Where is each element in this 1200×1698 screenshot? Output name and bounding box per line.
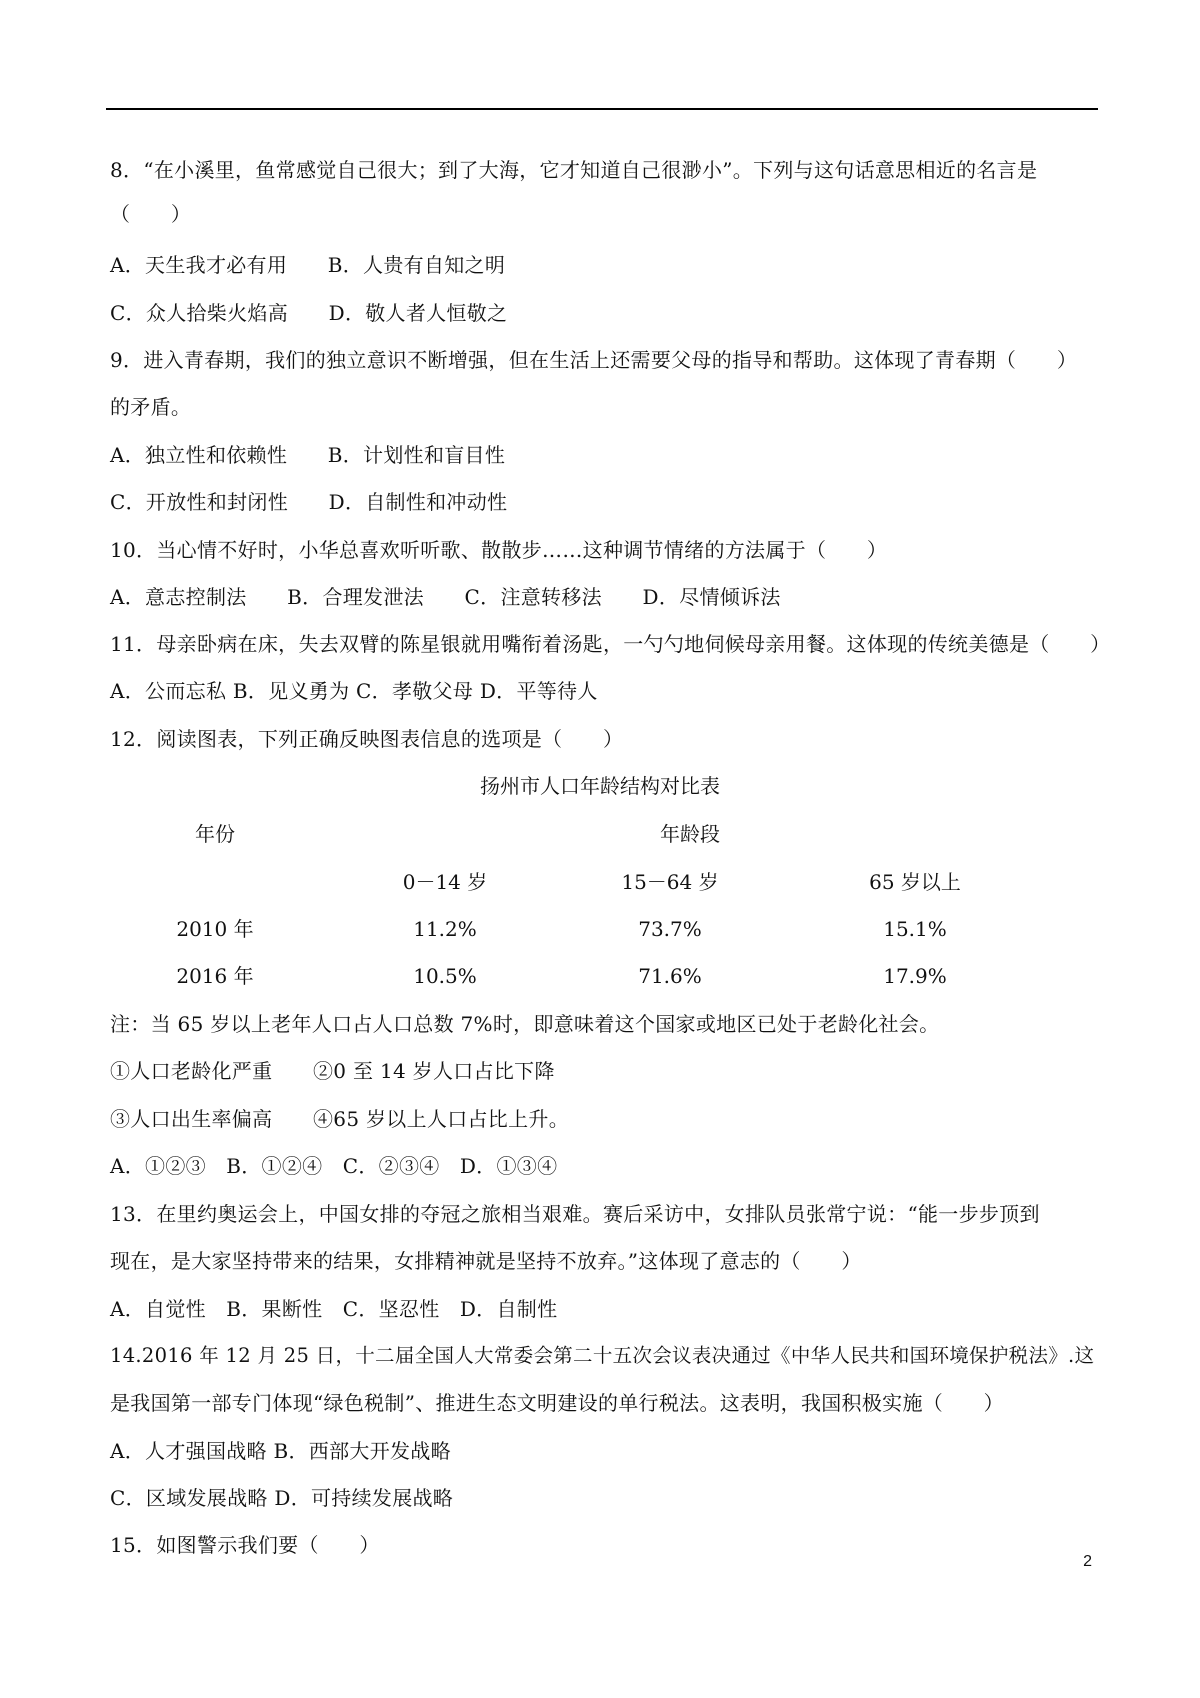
q9-options-ab: A．独立性和依赖性 B．计划性和盲目性	[110, 443, 506, 467]
q8-stem: 8．“在小溪里，鱼常感觉自己很大；到了大海，它才知道自己很渺小”。下列与这句话意思相近的名言是	[110, 158, 1038, 182]
table-cell: 15.1%	[883, 917, 947, 941]
q13-stem-cont: 现在，是大家坚持带来的结果，女排精神就是坚持不放弃。”这体现了意志的（ ）	[110, 1249, 862, 1273]
q9-options-cd: C．开放性和封闭性 D．自制性和冲动性	[110, 490, 508, 514]
table-cell: 71.6%	[638, 964, 702, 988]
table-cell: 11.2%	[413, 917, 477, 941]
table-column-header: 0－14 岁	[402, 870, 488, 894]
table-cell: 73.7%	[638, 917, 702, 941]
q11-options: A．公而忘私 B．见义勇为 C．孝敬父母 D．平等待人	[110, 679, 598, 703]
q10-stem: 10．当心情不好时，小华总喜欢听听歌、散散步……这种调节情绪的方法属于（ ）	[110, 538, 888, 562]
q12-stem: 12．阅读图表，下列正确反映图表信息的选项是（ ）	[110, 727, 624, 751]
q14-stem-cont: 是我国第一部专门体现“绿色税制”、推进生态文明建设的单行税法。这表明，我国积极实施（ ）	[110, 1391, 1004, 1415]
table-title: 扬州市人口年龄结构对比表	[480, 774, 720, 798]
table-group-header: 年龄段	[660, 822, 720, 846]
q13-stem: 13．在里约奥运会上，中国女排的夺冠之旅相当艰难。赛后采访中，女排队员张常宁说：“能一步步顶到	[110, 1202, 1040, 1226]
page-number: 2	[1083, 1553, 1092, 1570]
q14-options-ab: A．人才强国战略 B．西部大开发战略	[110, 1439, 451, 1463]
q9-stem-cont: 的矛盾。	[110, 395, 192, 419]
q13-options: A．自觉性 B．果断性 C．坚忍性 D．自制性	[110, 1297, 558, 1321]
header-rule	[106, 108, 1098, 110]
table-cell: 10.5%	[413, 964, 477, 988]
table-row-header: 年份	[195, 822, 235, 846]
q10-options: A．意志控制法 B．合理发泄法 C．注意转移法 D．尽情倾诉法	[110, 585, 781, 609]
table-cell: 17.9%	[883, 964, 947, 988]
q14-stem: 14.2016 年 12 月 25 日，十二届全国人大常委会第二十五次会议表决通过《中华人民共和国环境保护税法》.这	[110, 1344, 1095, 1367]
table-row-year: 2010 年	[176, 917, 254, 941]
q8-options-ab: A．天生我才必有用 B．人贵有自知之明	[110, 253, 506, 277]
q15-stem: 15．如图警示我们要（ ）	[110, 1533, 380, 1557]
q11-stem: 11．母亲卧病在床，失去双臂的陈星银就用嘴衔着汤匙，一勺勺地伺候母亲用餐。这体现的传统美德是（ ）	[110, 632, 1111, 656]
table-column-header: 65 岁以上	[869, 870, 961, 894]
q12-statements-12: ①人口老龄化严重 ②0 至 14 岁人口占比下降	[110, 1059, 555, 1083]
table-row-year: 2016 年	[176, 964, 254, 988]
q8-options-cd: C．众人拾柴火焰高 D．敬人者人恒敬之	[110, 301, 508, 325]
q8-paren: （ ）	[110, 202, 192, 226]
q12-options: A．①②③ B．①②④ C．②③④ D．①③④	[110, 1154, 558, 1178]
q12-statements-34: ③人口出生率偏高 ④65 岁以上人口占比上升。	[110, 1107, 570, 1131]
q9-stem: 9．进入青春期，我们的独立意识不断增强，但在生活上还需要父母的指导和帮助。这体现了青春期（ ）	[110, 348, 1078, 372]
q14-options-cd: C．区域发展战略 D．可持续发展战略	[110, 1486, 454, 1510]
table-column-header: 15－64 岁	[621, 870, 719, 894]
q12-note: 注：当 65 岁以上老年人口占人口总数 7%时，即意味着这个国家或地区已处于老龄化社会。	[110, 1012, 940, 1036]
